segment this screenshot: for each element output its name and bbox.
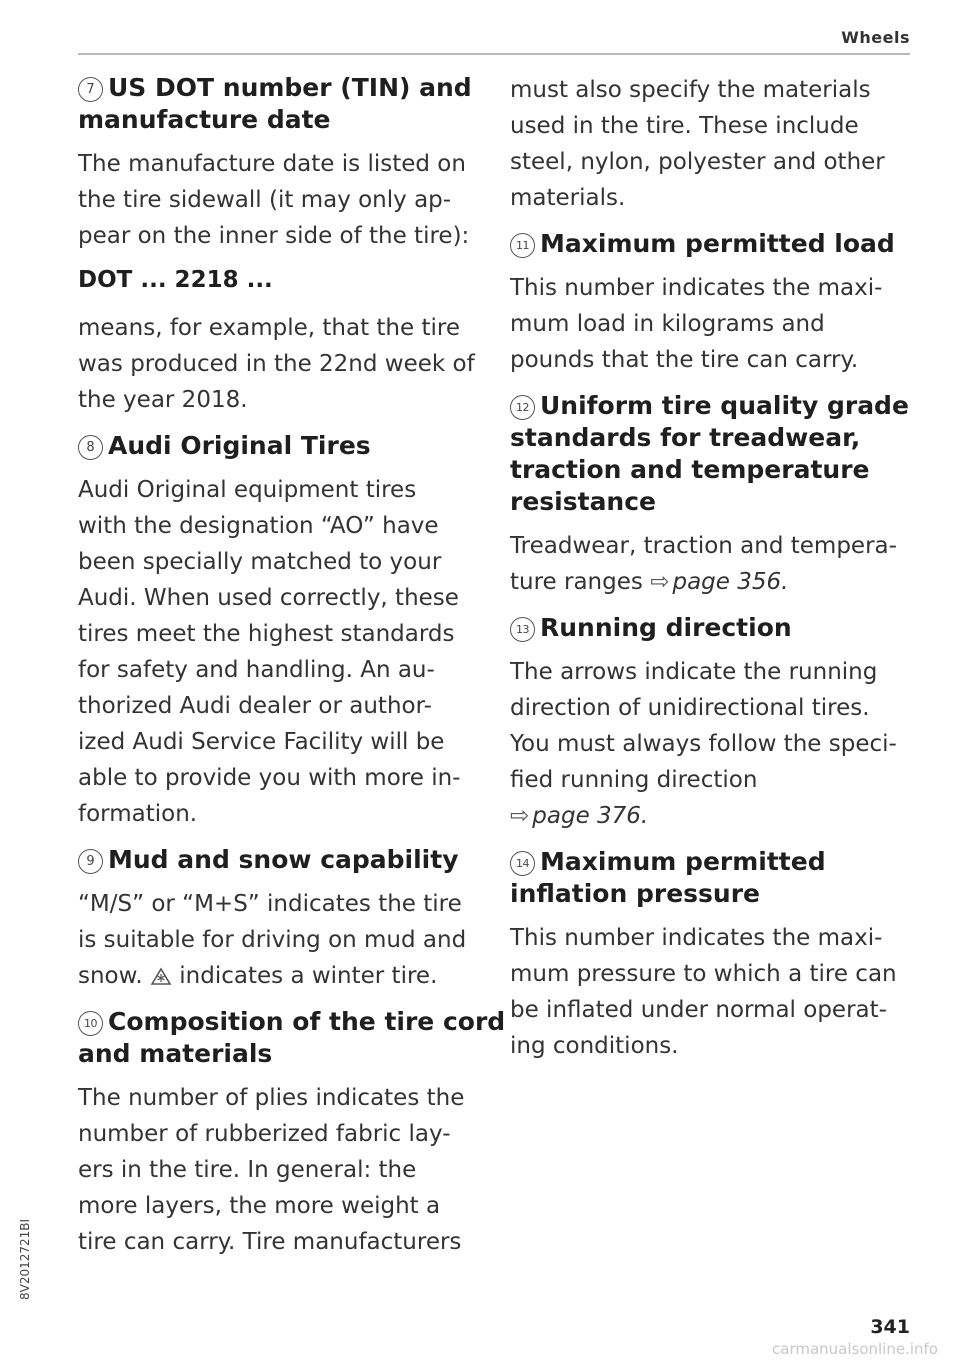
header-divider [78,53,910,55]
callout-number-7: 7 [78,77,103,102]
section-10-paragraph: The number of plies indicates the number of rubberized fabric lay- ers in the tire. In general: the more layers, the more weight a tire can carry. Tire manufacturers [78,1085,465,1255]
section-13-paragraph: The arrows indicate the running direction of unidirectional tires. You must always follow the speci- fied running direction ⇨ page 376. [510,654,910,834]
section-11 [510,228,910,378]
watermark: carmanualsonline.info [772,1340,938,1358]
dot-code-example: DOT ... 2218 ... [78,267,273,293]
callout-number-12: 12 [510,395,535,420]
section-7-heading: 7 US DOT number (TIN) and manufacture date [78,73,472,134]
section-10 [78,1006,506,1260]
section-10-continued-paragraph: must also specify the materials used in the tire. These include steel, nylon, polyester and other materials. [510,77,885,211]
callout-number-10: 10 [78,1011,103,1036]
document-code: 8V2012721BI [18,1218,32,1300]
page-number: 341 [870,1316,910,1338]
left-column [78,72,506,1272]
callout-number-13: 13 [510,617,535,642]
section-14-heading: 14 Maximum permitted inflation pressure [510,847,826,908]
section-13-heading: 13 Running direction [510,612,910,644]
section-9-heading: 9 Mud and snow capability [78,844,478,876]
section-11-heading: 11 Maximum permitted load [510,228,910,260]
section-9-paragraph: “M/S” or “M+S” indicates the tire is suitable for driving on mud and snow. indicates a winter tire. [78,891,467,989]
right-arrow-icon: ⇨ [650,569,670,595]
section-7-paragraph-2: means, for example, that the tire was produced in the 22nd week of the year 2018. [78,315,475,413]
section-7 [78,72,478,418]
section-14-paragraph: This number indicates the maxi- mum pressure to which a tire can be inflated under normal operat- ing conditions. [510,925,897,1059]
section-12-paragraph: Treadwear, traction and tempera- ture ranges ⇨ page 356. [510,533,897,595]
right-column [510,72,910,1076]
running-head: Wheels [841,28,910,47]
section-13 [510,612,910,834]
callout-number-11: 11 [510,233,535,258]
callout-number-8: 8 [78,435,103,460]
right-arrow-icon: ⇨ [510,803,530,829]
callout-number-9: 9 [78,849,103,874]
section-10-continued [510,72,910,216]
page-reference-376[interactable]: ⇨ page 376. [510,803,649,829]
section-8 [78,430,478,832]
section-14 [510,846,910,1064]
section-12 [510,390,910,600]
callout-number-14: 14 [510,851,535,876]
page-reference-356[interactable]: ⇨ page 356. [650,569,789,595]
section-8-paragraph: Audi Original equipment tires with the designation “AO” have been specially matched to your Audi. When used correctly, these tires meet the highest standards for safety and handling. An au- thorized Audi dealer or author- ized Audi Service Facility will be able to provide you with more in- formation. [78,477,461,827]
section-11-paragraph: This number indicates the maxi- mum load in kilograms and pounds that the tire can carry. [510,275,883,373]
section-9 [78,844,478,994]
section-10-heading: 10 Composition of the tire cord and materials [78,1007,506,1068]
section-8-heading: 8 Audi Original Tires [78,430,478,462]
mountain-snowflake-icon [150,966,172,986]
section-7-paragraph: The manufacture date is listed on the tire sidewall (it may only ap- pear on the inner side of the tire): [78,151,470,249]
section-12-heading: 12 Uniform tire quality grade standards for treadwear, traction and temperature resistance [510,391,909,516]
